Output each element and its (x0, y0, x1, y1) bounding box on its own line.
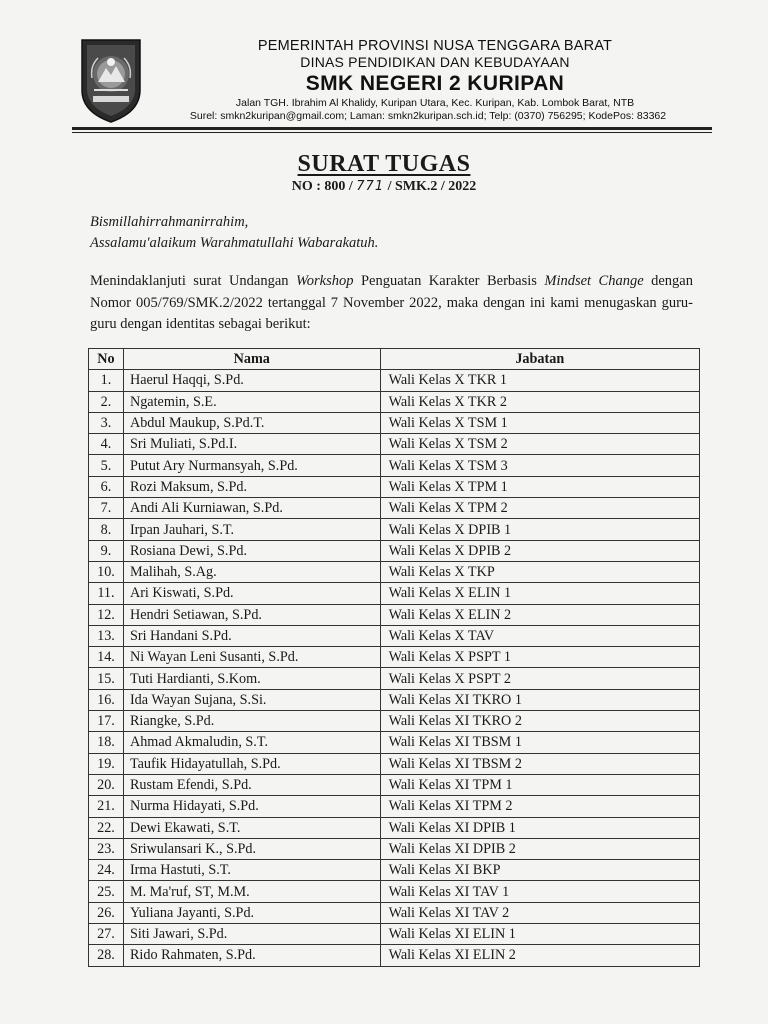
row-number: 6. (89, 476, 124, 497)
table-row (89, 753, 700, 774)
teacher-position: Wali Kelas XI TBSM 1 (380, 732, 699, 753)
teacher-name: Rozi Maksum, S.Pd. (123, 476, 380, 497)
row-number: 22. (89, 817, 124, 838)
table-row (89, 498, 700, 519)
teacher-position: Wali Kelas XI TAV 1 (380, 881, 699, 902)
row-number: 28. (89, 945, 124, 966)
teacher-name: Irpan Jauhari, S.T. (123, 519, 380, 540)
teacher-name: Ni Wayan Leni Susanti, S.Pd. (123, 647, 380, 668)
teacher-name: Rosiana Dewi, S.Pd. (123, 540, 380, 561)
teacher-name: Irma Hastuti, S.T. (123, 860, 380, 881)
table-row (89, 412, 700, 433)
teacher-name: Malihah, S.Ag. (123, 561, 380, 582)
teacher-name: Yuliana Jayanti, S.Pd. (123, 902, 380, 923)
teacher-position: Wali Kelas XI TAV 2 (380, 902, 699, 923)
greeting-line-1: Bismillahirrahmanirrahim, (90, 214, 249, 230)
table-row (89, 370, 700, 391)
table-row (89, 924, 700, 945)
row-number: 20. (89, 774, 124, 795)
teacher-position: Wali Kelas XI TKRO 1 (380, 689, 699, 710)
letterhead-divider-thin (72, 132, 712, 133)
handwritten-number: 771 (356, 179, 385, 194)
body-paragraph: Menindaklanjuti surat Undangan Workshop Penguatan Karakter Berbasis Mindset Change dengan Nomor 005/769/SMK.2/2022 tertanggal 7 November 2022, maka dengan ini kami menugaskan guru-guru dengan identitas sebagai berikut: (90, 273, 693, 332)
teacher-position: Wali Kelas XI ELIN 2 (380, 945, 699, 966)
greeting-line-2: Assalamu'alaikum Warahmatullahi Wabarakatuh. (90, 235, 379, 251)
row-number: 14. (89, 647, 124, 668)
table-row (89, 604, 700, 625)
ntb-province-emblem-icon (80, 38, 142, 124)
table-row (89, 625, 700, 646)
letterhead-address: Jalan TGH. Ibrahim Al Khalidy, Kuripan Utara, Kec. Kuripan, Kab. Lombok Barat, NTB (235, 97, 635, 109)
teacher-position: Wali Kelas X ELIN 2 (380, 604, 699, 625)
row-number: 13. (89, 625, 124, 646)
table-row (89, 860, 700, 881)
teacher-name: Putut Ary Nurmansyah, S.Pd. (123, 455, 380, 476)
row-number: 27. (89, 924, 124, 945)
teacher-name: Ngatemin, S.E. (123, 391, 380, 412)
teacher-position: Wali Kelas XI TPM 1 (380, 774, 699, 795)
teacher-position: Wali Kelas XI TPM 2 (380, 796, 699, 817)
row-number: 24. (89, 860, 124, 881)
greeting (90, 212, 378, 254)
row-number: 5. (89, 455, 124, 476)
row-number: 26. (89, 902, 124, 923)
teacher-position: Wali Kelas XI DPIB 1 (380, 817, 699, 838)
teacher-position: Wali Kelas XI TBSM 2 (380, 753, 699, 774)
teacher-position: Wali Kelas X TKR 2 (380, 391, 699, 412)
row-number: 7. (89, 498, 124, 519)
table-row (89, 774, 700, 795)
teacher-name: Sri Handani S.Pd. (123, 625, 380, 646)
teacher-name: Abdul Maukup, S.Pd.T. (123, 412, 380, 433)
row-number: 21. (89, 796, 124, 817)
teacher-position: Wali Kelas X PSPT 1 (380, 647, 699, 668)
teacher-position: Wali Kelas X PSPT 2 (380, 668, 699, 689)
teacher-position: Wali Kelas X TPM 2 (380, 498, 699, 519)
table-row (89, 455, 700, 476)
row-number: 2. (89, 391, 124, 412)
teacher-name: Ida Wayan Sujana, S.Si. (123, 689, 380, 710)
document-title: SURAT TUGAS (297, 151, 471, 177)
row-number: 11. (89, 583, 124, 604)
letterhead-department: DINAS PENDIDIKAN DAN KEBUDAYAAN (300, 54, 570, 70)
teacher-name: Ahmad Akmaludin, S.T. (123, 732, 380, 753)
teacher-position: Wali Kelas XI DPIB 2 (380, 838, 699, 859)
table-row (89, 796, 700, 817)
table-row (89, 561, 700, 582)
teacher-name: Riangke, S.Pd. (123, 711, 380, 732)
teacher-name: Sri Muliati, S.Pd.I. (123, 434, 380, 455)
table-row (89, 668, 700, 689)
teacher-position: Wali Kelas X TPM 1 (380, 476, 699, 497)
teacher-name: Rustam Efendi, S.Pd. (123, 774, 380, 795)
teacher-position: Wali Kelas XI BKP (380, 860, 699, 881)
teacher-name: Hendri Setiawan, S.Pd. (123, 604, 380, 625)
teacher-position: Wali Kelas X TSM 3 (380, 455, 699, 476)
teacher-name: Nurma Hidayati, S.Pd. (123, 796, 380, 817)
teacher-name: M. Ma'ruf, ST, M.M. (123, 881, 380, 902)
teacher-position: Wali Kelas X TSM 1 (380, 412, 699, 433)
row-number: 25. (89, 881, 124, 902)
table-row (89, 519, 700, 540)
table-header-row (89, 349, 700, 370)
teacher-position: Wali Kelas X ELIN 1 (380, 583, 699, 604)
table-row (89, 881, 700, 902)
teacher-name: Dewi Ekawati, S.T. (123, 817, 380, 838)
table-row (89, 583, 700, 604)
row-number: 9. (89, 540, 124, 561)
letterhead-contact: Surel: smkn2kuripan@gmail.com; Laman: smkn2kuripan.sch.id; Telp: (0370) 756295; KodePos: 83362 (189, 110, 667, 122)
header-no: No (89, 349, 124, 370)
teacher-position: Wali Kelas X DPIB 1 (380, 519, 699, 540)
letterhead-divider-thick (72, 127, 712, 130)
teacher-position: Wali Kelas X TSM 2 (380, 434, 699, 455)
table-row (89, 711, 700, 732)
letterhead (150, 38, 720, 123)
teacher-position: Wali Kelas X DPIB 2 (380, 540, 699, 561)
row-number: 12. (89, 604, 124, 625)
assignment-table (88, 348, 700, 967)
teacher-name: Tuti Hardianti, S.Kom. (123, 668, 380, 689)
row-number: 1. (89, 370, 124, 391)
table-row (89, 732, 700, 753)
table-body (89, 370, 700, 966)
letterhead-school-name: SMK NEGERI 2 KURIPAN (305, 72, 565, 95)
teacher-name: Haerul Haqqi, S.Pd. (123, 370, 380, 391)
row-number: 23. (89, 838, 124, 859)
row-number: 18. (89, 732, 124, 753)
teacher-position: Wali Kelas XI ELIN 1 (380, 924, 699, 945)
row-number: 19. (89, 753, 124, 774)
row-number: 17. (89, 711, 124, 732)
header-jabatan: Jabatan (380, 349, 699, 370)
teacher-name: Sriwulansari K., S.Pd. (123, 838, 380, 859)
teacher-position: Wali Kelas XI TKRO 2 (380, 711, 699, 732)
table-row (89, 540, 700, 561)
teacher-name: Siti Jawari, S.Pd. (123, 924, 380, 945)
row-number: 10. (89, 561, 124, 582)
table-row (89, 945, 700, 966)
teacher-position: Wali Kelas X TKR 1 (380, 370, 699, 391)
letterhead-government: PEMERINTAH PROVINSI NUSA TENGGARA BARAT (257, 38, 613, 54)
teacher-name: Taufik Hidayatullah, S.Pd. (123, 753, 380, 774)
table-row (89, 838, 700, 859)
teacher-name: Ari Kiswati, S.Pd. (123, 583, 380, 604)
table-row (89, 817, 700, 838)
teacher-name: Rido Rahmaten, S.Pd. (123, 945, 380, 966)
row-number: 4. (89, 434, 124, 455)
row-number: 3. (89, 412, 124, 433)
teacher-position: Wali Kelas X TAV (380, 625, 699, 646)
teacher-name: Andi Ali Kurniawan, S.Pd. (123, 498, 380, 519)
table-row (89, 689, 700, 710)
row-number: 15. (89, 668, 124, 689)
table-row (89, 476, 700, 497)
header-nama: Nama (123, 349, 380, 370)
table-row (89, 902, 700, 923)
table-row (89, 391, 700, 412)
table-row (89, 434, 700, 455)
table-row (89, 647, 700, 668)
row-number: 8. (89, 519, 124, 540)
document-number: NO : 800 / 771 / SMK.2 / 2022 (291, 179, 477, 194)
teacher-position: Wali Kelas X TKP (380, 561, 699, 582)
row-number: 16. (89, 689, 124, 710)
